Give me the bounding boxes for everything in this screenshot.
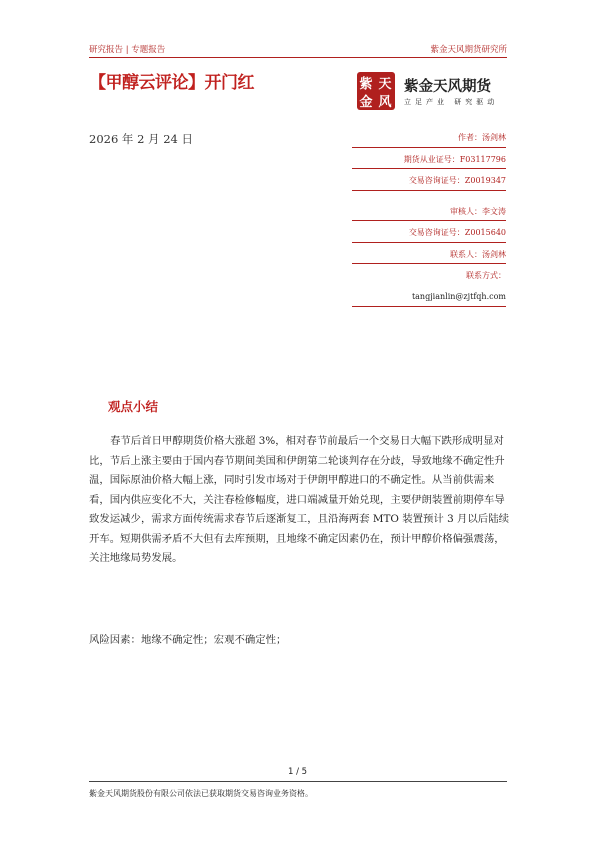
header-institute-name: 紫金天风期货研究所 [430,45,507,55]
company-seal-icon [356,71,396,111]
reviewer-license-line: 交易咨询证号：Z0015640 [352,221,506,243]
header-report-type: 研究报告 | 专题报告 [89,45,166,55]
page-number: 1 / 5 [287,767,308,777]
footer-disclaimer: 紫金天风期货股份有限公司依法已获取期货交易咨询业务资格。 [89,789,313,798]
company-slogan: 立足产业 研究驱动 [404,98,499,106]
contact-person-line: 联系人：汤剑林 [352,243,506,265]
consulting-license-line: 交易咨询证号：Z0019347 [352,169,506,191]
header-divider [89,57,507,58]
report-date: 2026 年 2 月 24 日 [89,132,193,146]
section-heading: 观点小结 [108,399,159,414]
svg-text:紫: 紫 [359,77,373,92]
svg-text:金: 金 [359,95,373,110]
futures-license-line: 期货从业证号：F03117796 [352,148,506,170]
report-title: 【甲醇云评论】开门红 [89,73,254,93]
svg-text:天: 天 [378,77,392,92]
company-logo [356,71,506,111]
contact-email[interactable]: tangjianlin@zjtfqh.com [352,286,506,308]
reviewer-line: 审核人：李文涛 [352,200,506,222]
contact-method-line: 联系方式： [466,271,506,280]
author-line: 作者：汤剑林 [352,126,506,148]
contact-info-block [352,126,506,307]
summary-paragraph: 春节后首日甲醇期货价格大涨超 3%，相对春节前最后一个交易日大幅下跌形成明显对比，节后上涨主要由于国内春节期间美国和伊朗第二轮谈判存在分歧，导致地缘不确定性升温，国际原油价格大幅上涨，同时引发市场对于伊朗甲醇进口的不确定性。从当前供需来看，国内供应变化不大，关注春检修幅度，进口端减量开始兑现，主要伊朗装置前期停车导致发运减少，需求方面传统需求春节后逐渐复工，且沿海两套 MTO 装置预计 3 月以后陆续开车。短期供需矛盾不大但有去库预期，且地缘不确定因素仍在，预计甲醇价格偏强震荡，关注地缘局势发展。 [89,435,509,564]
footer-divider [89,781,507,782]
svg-text:风: 风 [378,95,392,110]
company-name: 紫金天风期货 [404,79,491,95]
risk-factors: 风险因素：地缘不确定性；宏观不确定性； [89,634,287,646]
